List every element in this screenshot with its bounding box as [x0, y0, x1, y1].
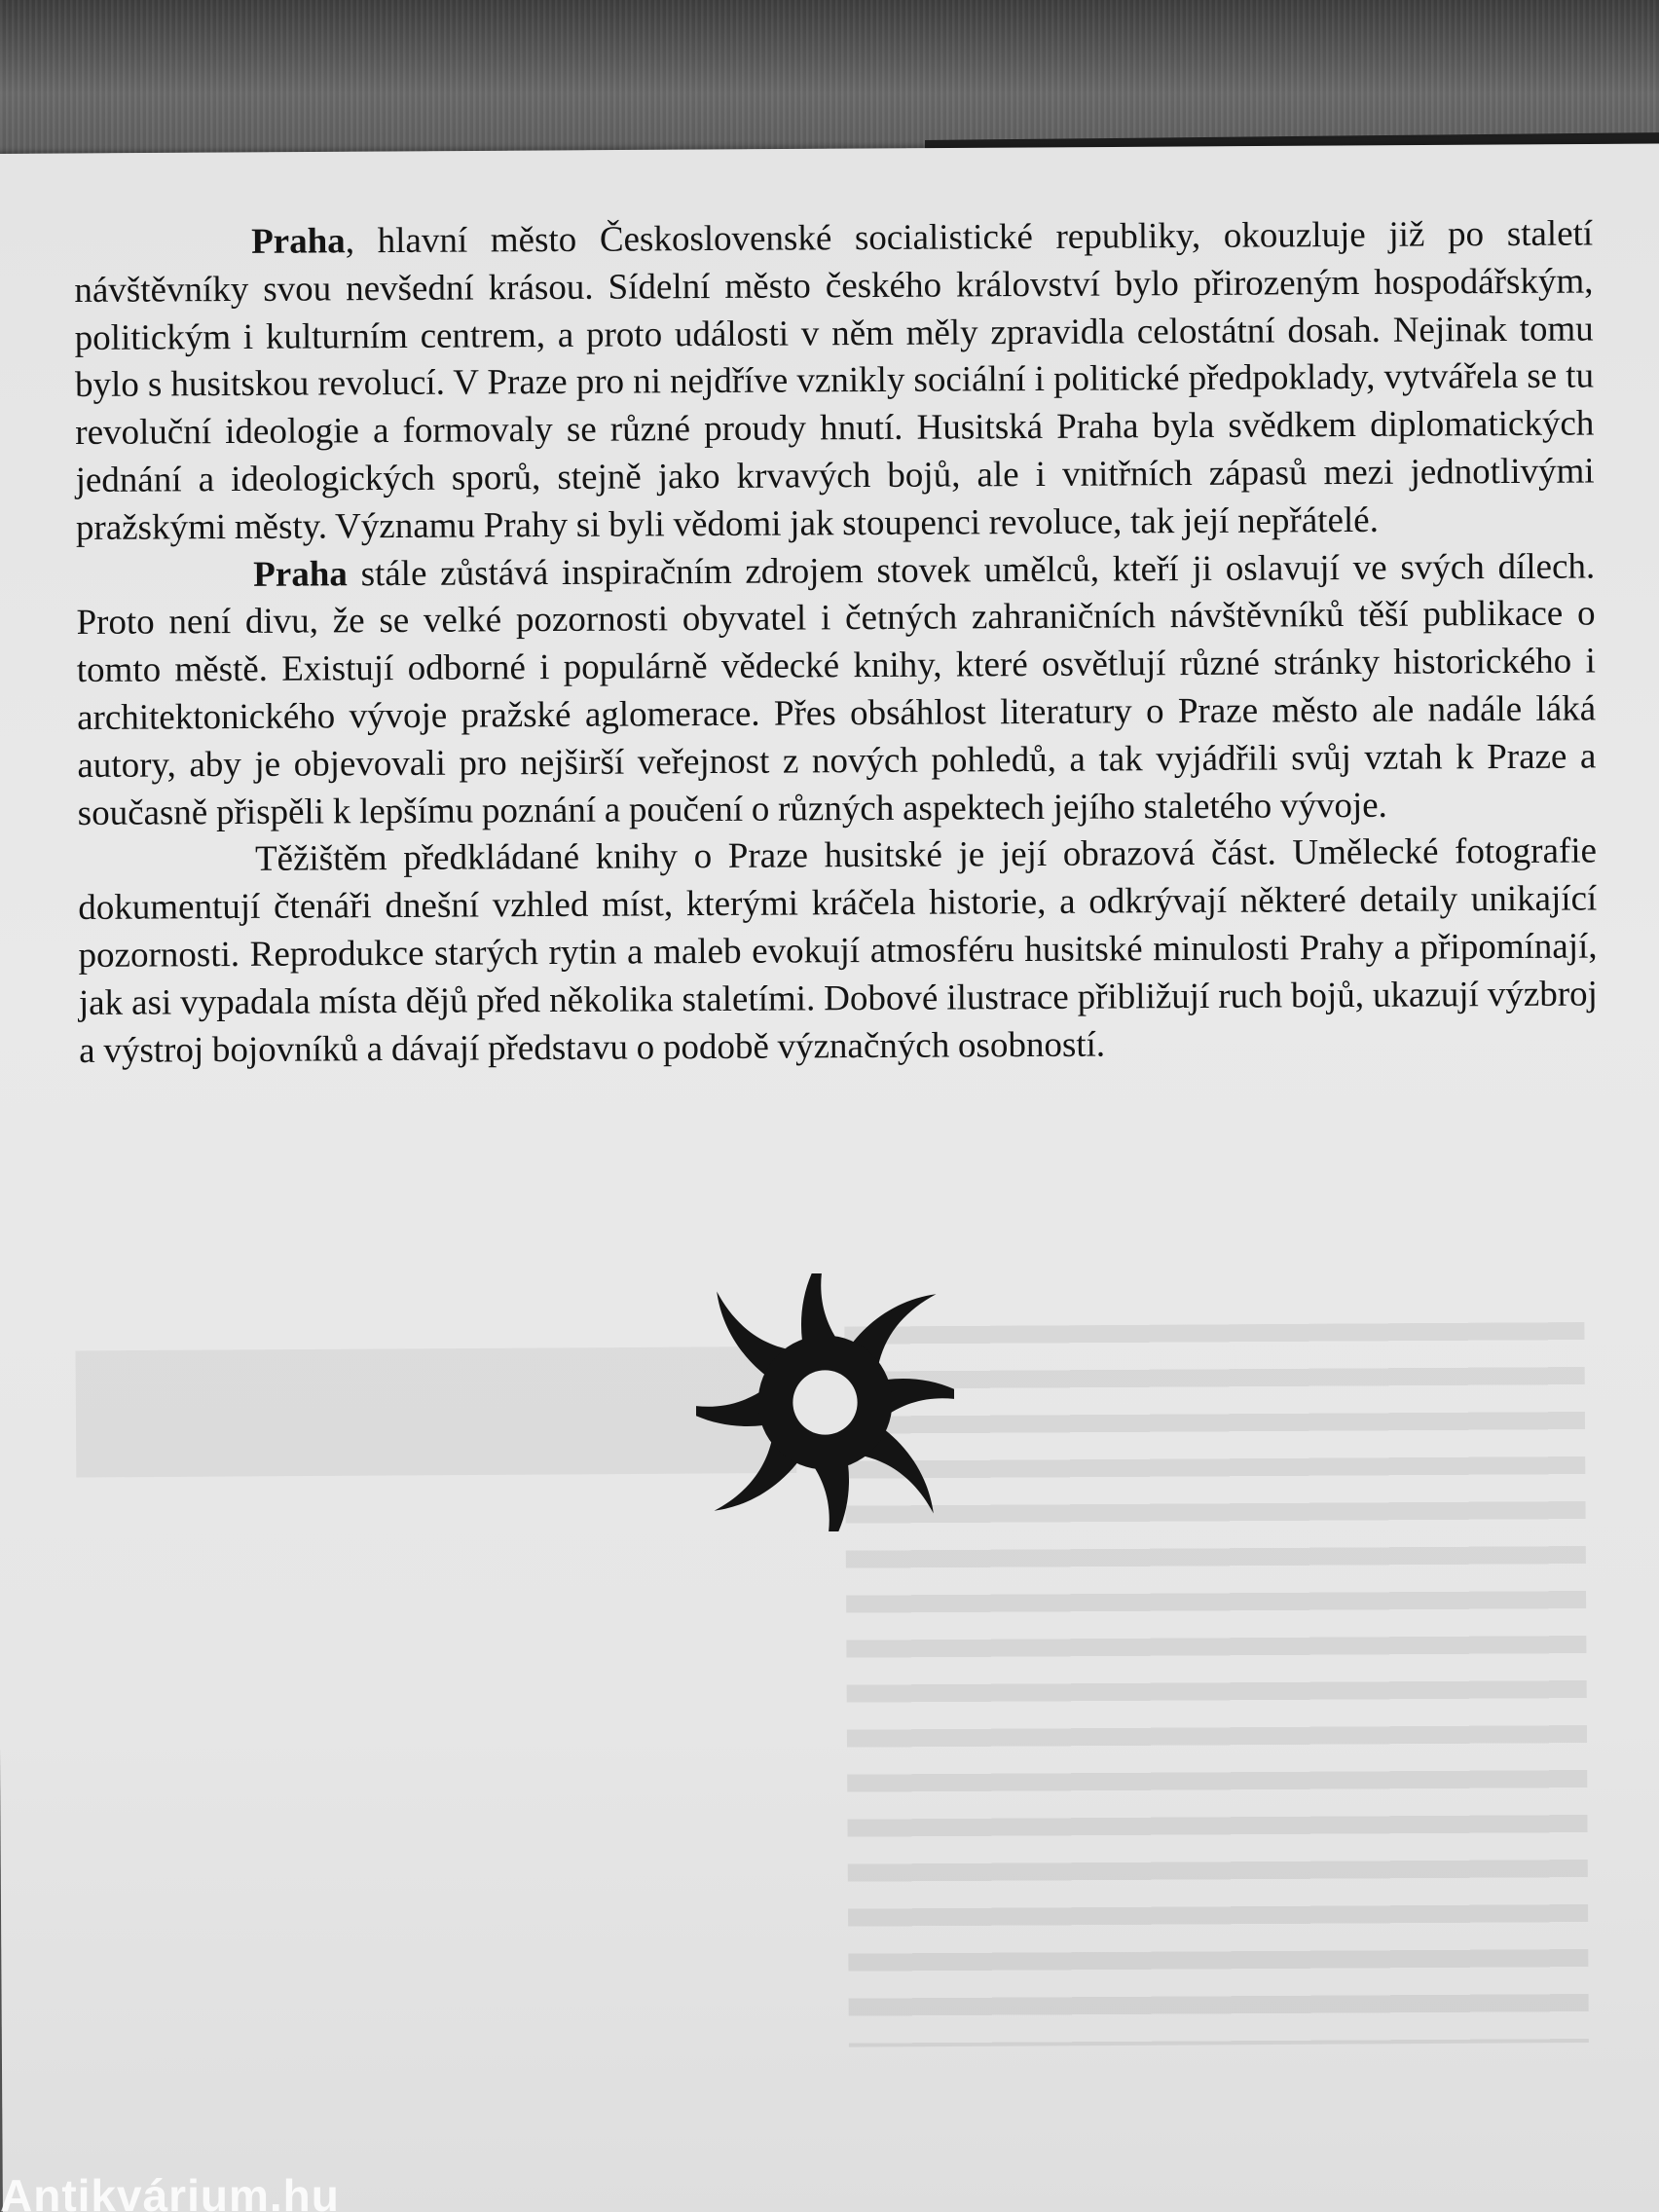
ornament-center — [793, 1370, 857, 1434]
paragraph-1 — [74, 210, 1595, 552]
paragraph-2-lead: Praha — [253, 553, 348, 595]
paragraph-1-text: , hlavní město Československé socialistické republiky, okouzluje již po staletí návštěvníky svou nevšední krásou. Sídelní město českého království bylo přirozeným hospodářským, politickým i kulturním centrem, a proto události v něm měly zpravidla celostátní dosah. Nejinak tomu bylo s husitskou revolucí. V Praze pro ni nejdříve vznikly sociální i politické předpoklady, vytvářela se tu revoluční ideologie a formovaly se různé proudy hnutí. Husitská Praha byla svědkem diplomatických jednání a ideologických sporů, stejně jako krvavých bojů, ale i vnitřních zápasů mezi jednotlivými pražskými městy. Významu Prahy si byli vědomi jak stoupenci revoluce, tak její nepřátelé. — [74, 213, 1595, 548]
paragraph-1-lead: Praha — [251, 221, 346, 262]
paragraph-3 — [78, 829, 1598, 1076]
show-through-text — [844, 1322, 1589, 2047]
paragraph-2 — [76, 543, 1597, 837]
paragraph-2-text: stále zůstává inspiračním zdrojem stovek umělců, kteří ji oslavují ve svých dílech. Proto není divu, že se velké pozornosti obyvatel i četných zahraničních návštěvníků těší publikace o tomto městě. Existují odborné i populárně vědecké knihy, které osvětlují různé stránky historického i architektonického vývoje pražské aglomerace. Přes obsáhlost literatury o Praze město ale nadále láká autory, aby je objevovali pro nejširší veřejnost z nových pohledů, a tak vyjádřili svůj vztah k Praze a současně přispěli k lepšímu poznání a poučení o různých aspektech jejího staletého vývoje. — [76, 546, 1597, 833]
show-through-block — [76, 1346, 797, 1478]
body-text — [74, 210, 1598, 1075]
paragraph-3-text: Těžištěm předkládané knihy o Praze husitské je její obrazová část. Umělecké fotografie dokumentují čtenáři dnešní vzhled míst, kterými kráčela historie, a odkrývají některé detaily unikající pozornosti. Reprodukce starých rytin a maleb evokují atmosféru husitské minulosti Prahy a připomínají, jak asi vypadala místa dějů před několika staletími. Dobové ilustrace přibližují ruch bojů, ukazují výzbroj a výstroj bojovníků a dávají představu o podobě význačných osobností. — [78, 830, 1599, 1071]
pinwheel-ornament-icon — [696, 1273, 954, 1531]
watermark-text: Antikvárium.hu — [0, 2170, 340, 2212]
